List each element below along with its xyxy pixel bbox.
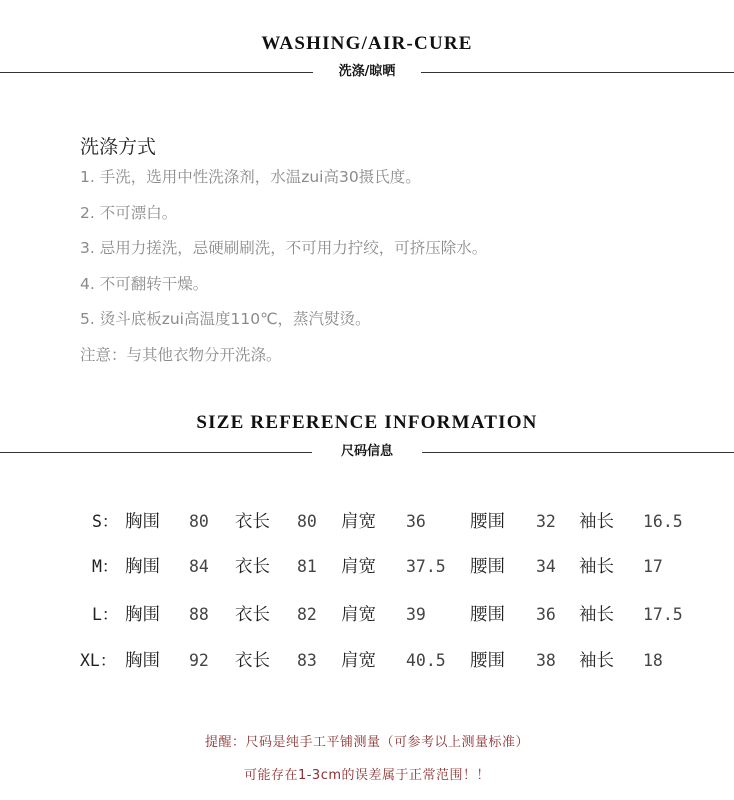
washing-title-cn: 洗涤/晾晒: [338, 64, 396, 79]
sleeve-value: 16.5: [643, 512, 683, 531]
sleeve-value: 17: [643, 557, 663, 576]
washing-item: 1. 手洗，选用中性洗涤剂，水温zui高30摄氏度。: [80, 168, 421, 186]
size-row: [0, 648, 734, 674]
length-value: 82: [297, 605, 317, 624]
waist-value: 36: [536, 605, 556, 624]
washing-title-en: WASHING/AIR-CURE: [261, 33, 473, 54]
sleeve-value: 17.5: [643, 605, 683, 624]
length-label: 衣长: [235, 512, 270, 532]
sleeve-label: 袖长: [579, 512, 614, 532]
shoulder-label: 肩宽: [341, 557, 376, 577]
length-label: 衣长: [235, 651, 270, 671]
waist-value: 38: [536, 651, 556, 670]
shoulder-label: 肩宽: [341, 651, 376, 671]
size-row: [0, 602, 734, 628]
waist-label: 腰围: [470, 651, 505, 671]
length-value: 83: [297, 651, 317, 670]
shoulder-label: 肩宽: [341, 605, 376, 625]
chest-label: 胸围: [125, 605, 160, 625]
size-label: M：: [92, 557, 119, 576]
chest-label: 胸围: [125, 512, 160, 532]
chest-value: 88: [189, 605, 209, 624]
waist-label: 腰围: [470, 605, 505, 625]
measurement-reminder: 提醒：尺码是纯手工平铺测量（可参考以上测量标准）: [204, 735, 529, 750]
size-label: XL：: [80, 651, 117, 670]
waist-label: 腰围: [470, 557, 505, 577]
length-label: 衣长: [235, 605, 270, 625]
sleeve-value: 18: [643, 651, 663, 670]
size-label: S：: [92, 512, 119, 531]
sleeve-label: 袖长: [579, 651, 614, 671]
shoulder-value: 40.5: [406, 651, 446, 670]
washing-item: 3. 忌用力搓洗，忌硬刷刷洗，不可用力拧绞，可挤压除水。: [80, 239, 488, 257]
waist-label: 腰围: [470, 512, 505, 532]
shoulder-value: 37.5: [406, 557, 446, 576]
shoulder-label: 肩宽: [341, 512, 376, 532]
sleeve-label: 袖长: [579, 557, 614, 577]
size-title-en: SIZE REFERENCE INFORMATION: [196, 412, 538, 433]
washing-item: 4. 不可翻转干燥。: [80, 274, 209, 293]
sleeve-label: 袖长: [579, 605, 614, 625]
washing-heading: 洗涤方式: [80, 136, 157, 158]
chest-value: 92: [189, 651, 209, 670]
washing-item: 5. 烫斗底板zui高温度110℃，蒸汽熨烫。: [80, 310, 371, 328]
error-range-note: 可能存在1-3cm的误差属于正常范围！！: [243, 768, 491, 783]
length-value: 81: [297, 557, 317, 576]
chest-value: 80: [189, 512, 209, 531]
size-row: [0, 554, 734, 580]
chest-label: 胸围: [125, 651, 160, 671]
size-label: L：: [92, 605, 119, 624]
waist-value: 34: [536, 557, 556, 576]
length-value: 80: [297, 512, 317, 531]
washing-item: 2. 不可漂白。: [80, 203, 178, 222]
size-title-cn: 尺码信息: [340, 444, 393, 459]
chest-label: 胸围: [125, 557, 160, 577]
washing-note: 注意：与其他衣物分开洗涤。: [80, 345, 282, 364]
chest-value: 84: [189, 557, 209, 576]
length-label: 衣长: [235, 557, 270, 577]
size-row: [0, 509, 734, 535]
shoulder-value: 36: [406, 512, 426, 531]
shoulder-value: 39: [406, 605, 426, 624]
waist-value: 32: [536, 512, 556, 531]
